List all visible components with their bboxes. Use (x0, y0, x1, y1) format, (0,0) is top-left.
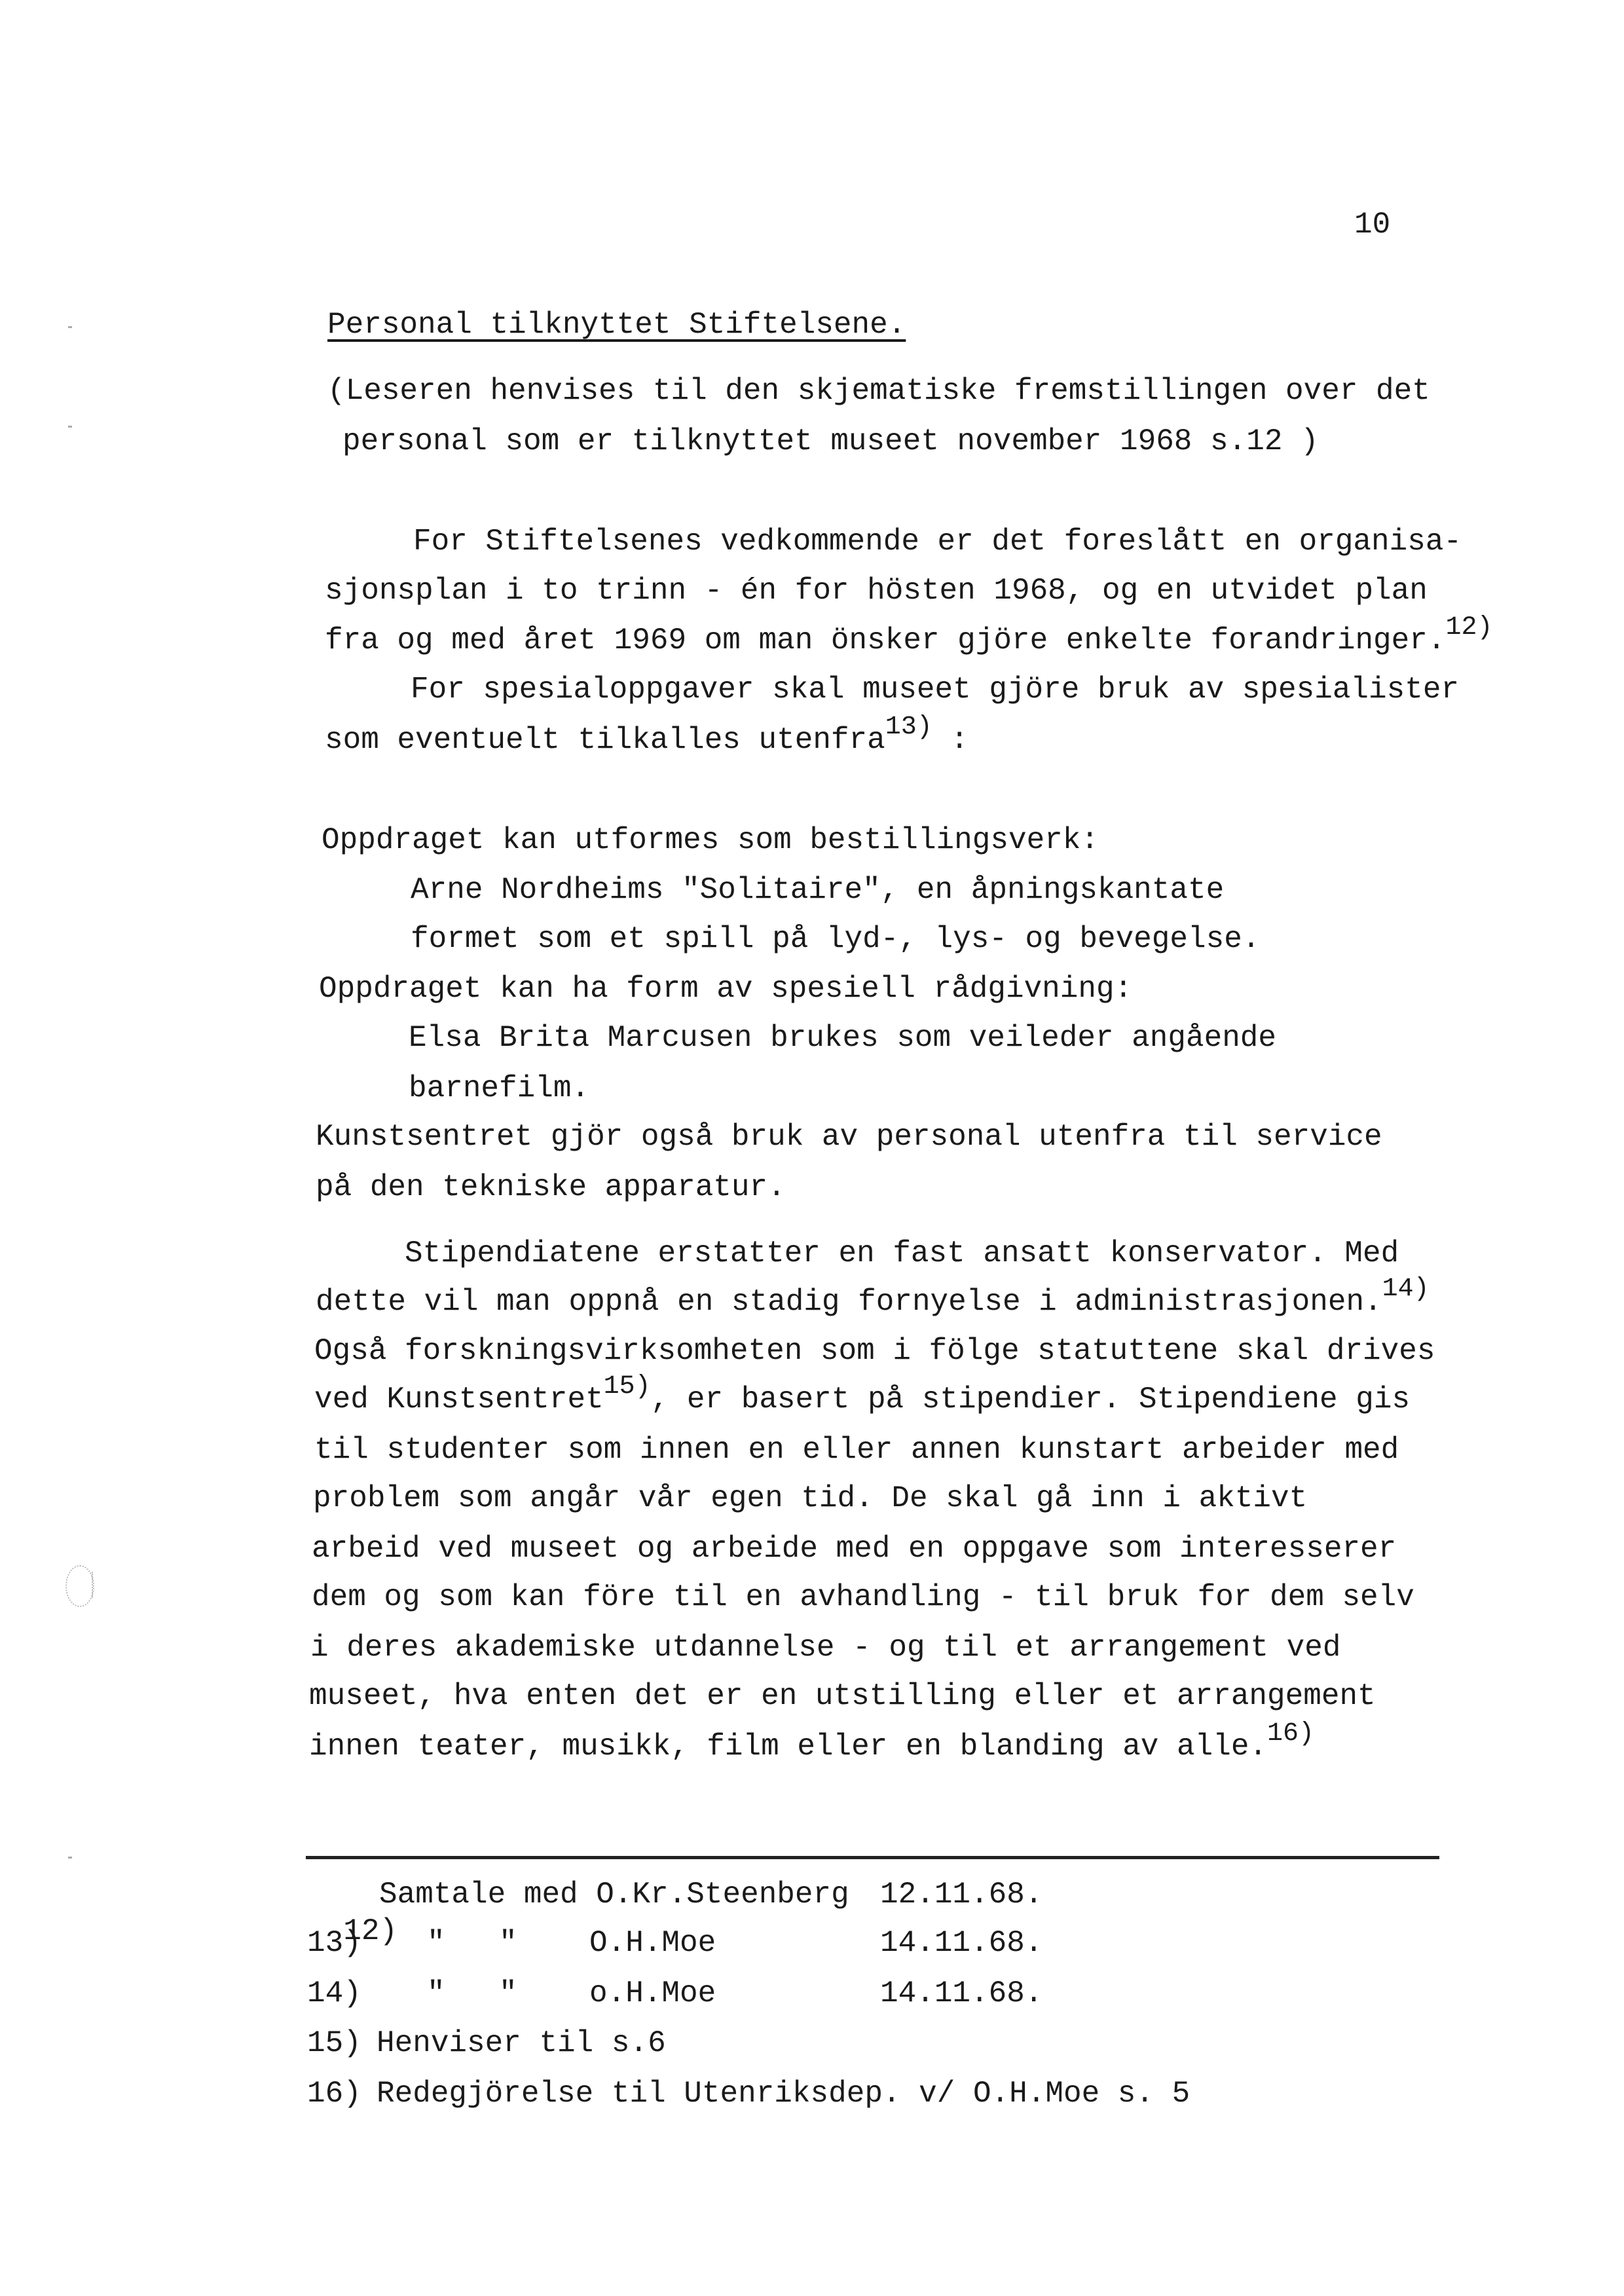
para3-line-8: dem og som kan före til en avhandling - til bruk for dem selv (312, 1580, 1414, 1614)
footnote-13-date: 14.11.68. (880, 1926, 1043, 1960)
intro-line-1: (Leseren henvises til den skjematiske fremstillingen over det (327, 374, 1430, 408)
footnote-14-date: 14.11.68. (880, 1976, 1043, 2010)
footnote-13: 13) (307, 1926, 361, 1960)
para3-line-1: Stipendiatene erstatter en fast ansatt konservator. Med (405, 1236, 1399, 1270)
para3-line-2 (316, 1274, 1430, 1322)
para3-line-4 (314, 1372, 1411, 1420)
para1-line-3 (325, 613, 1493, 661)
list-line-7: Kunstsentret gjör også bruk av personal utenfra til service (316, 1120, 1382, 1154)
para3-line-5: til studenter som innen en eller annen kunstart arbeider med (314, 1433, 1399, 1467)
section-title: Personal tilknyttet Stiftelsene. (327, 308, 906, 342)
footnote-12-text: Samtale med O.Kr.Steenberg (379, 1878, 849, 1912)
list-line-6: barnefilm. (409, 1071, 590, 1105)
scan-speck (68, 426, 72, 428)
colon (932, 723, 951, 757)
page-number: 10 (1354, 208, 1391, 242)
para3-line-7: arbeid ved museet og arbeide med en oppgave som interesserer (312, 1532, 1397, 1566)
list-line-4: Oppdraget kan ha form av spesiell rådgivning: (319, 972, 1133, 1006)
list-line-2: Arne Nordheims "Solitaire", en åpningskantate (411, 873, 1225, 907)
para3-line-6: problem som angår vår egen tid. De skal gå inn i aktivt (313, 1481, 1308, 1515)
para2-line-2 (325, 713, 969, 760)
footnote-16-text: Redegjörelse til Utenriksdep. v/ O.H.Moe s. 5 (377, 2077, 1190, 2111)
para1-line-1: For Stiftelsenes vedkommende er det foreslått en organisa- (413, 525, 1462, 559)
footnote-12-date: 12.11.68. (880, 1878, 1043, 1912)
para3-text: , er basert på stipendier. Stipendiene gis (650, 1382, 1411, 1416)
footnote-ref-15: 15) (603, 1372, 651, 1401)
para2-text: som eventuelt tilkalles utenfra (325, 723, 885, 757)
intro-line-2: personal som er tilknyttet museet november 1968 s.12 ) (342, 424, 1319, 458)
footnote-13-name: O.H.Moe (589, 1926, 716, 1960)
punch-hole-mark (65, 1565, 94, 1607)
footnote-14-name: o.H.Moe (589, 1976, 716, 2010)
list-line-5: Elsa Brita Marcusen brukes som veileder angående (409, 1021, 1277, 1055)
ditto-mark: " (499, 1926, 517, 1960)
scan-speck (68, 326, 72, 328)
para3-text: innen teater, musikk, film eller en blanding av alle. (309, 1730, 1268, 1764)
list-line-8: på den tekniske apparatur. (316, 1170, 786, 1204)
footnote-ref-16: 16) (1267, 1719, 1315, 1749)
footnote-16: 16) (307, 2077, 361, 2111)
list-line-1: Oppdraget kan utformes som bestillingsverk: (322, 823, 1099, 857)
ditto-mark: " (427, 1976, 445, 2010)
footnote-ref-12: 12) (1445, 613, 1493, 642)
para3-text: dette vil man oppnå en stadig fornyelse i administrasjonen. (316, 1285, 1382, 1319)
footnote-number: 12) (343, 1914, 398, 1948)
list-line-3: formet som et spill på lyd-, lys- og bevegelse. (411, 922, 1261, 956)
footnote-ref-13: 13) (885, 713, 932, 742)
footnote-15: 15) (307, 2026, 361, 2060)
para1-text: fra og med året 1969 om man önsker gjöre enkelte forandringer. (325, 623, 1446, 657)
footnote-divider (306, 1856, 1439, 1859)
ditto-mark: " (499, 1976, 517, 2010)
footnote-ref-14: 14) (1382, 1274, 1430, 1304)
para3-line-11 (309, 1719, 1315, 1767)
para3-line-3: Også forskningsvirksomheten som i fölge statuttene skal drives (314, 1334, 1435, 1368)
para2-line-1: For spesialoppgaver skal museet gjöre bruk av spesialister (411, 673, 1460, 707)
para3-line-10: museet, hva enten det er en utstilling eller et arrangement (309, 1679, 1376, 1713)
para3-text: ved Kunstsentret (314, 1382, 604, 1416)
para2-tail: : (950, 723, 969, 757)
footnote-14: 14) (307, 1976, 361, 2010)
footnote-15-text: Henviser til s.6 (377, 2026, 666, 2060)
scan-speck (68, 1857, 72, 1859)
ditto-mark: " (427, 1926, 445, 1960)
para1-line-2: sjonsplan i to trinn - én for hösten 1968, og en utvidet plan (325, 574, 1428, 608)
para3-line-9: i deres akademiske utdannelse - og til et arrangement ved (310, 1631, 1341, 1665)
